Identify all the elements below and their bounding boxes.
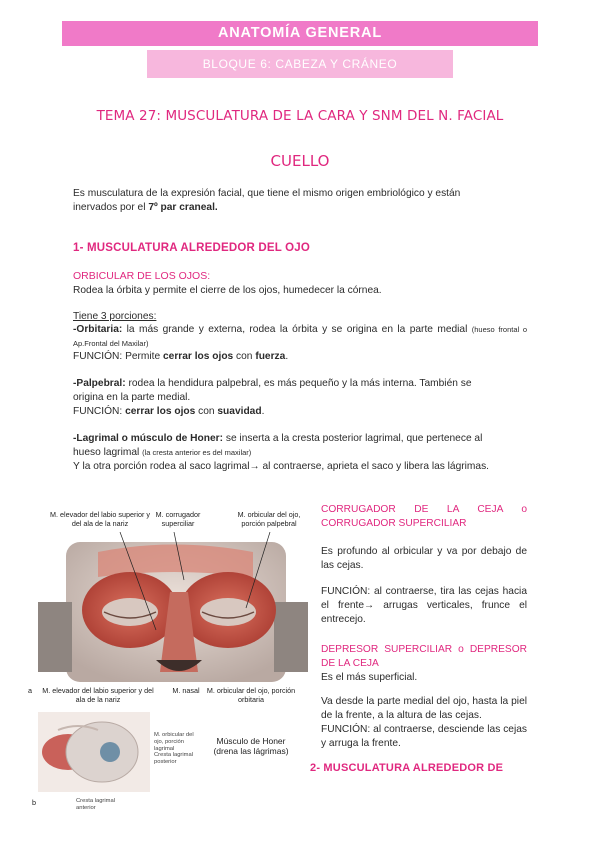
corrugador-desc: Es profundo al orbicular y va por debajo de las cejas. [321,546,527,571]
topic-subtitle: CUELLO [270,152,330,170]
palpebral-paragraph: -Palpebral: rodea la hendidura palpebral, es más pequeño y la más interna. También se origina en la parte medial. FUNCIÓN: cerrar los ojos con suavidad. [73,378,472,417]
fig-label-top-mid: M. corrugador superciliar [155,510,201,528]
orbitaria-paragraph: -Orbitaria: la más grande y externa, rodea la órbita y se origina en la parte medial (hueso frontal o Ap.Frontal del Maxilar) [73,324,527,348]
portions-intro: Tiene 3 porciones: [73,311,157,322]
fig-small-label-2: Cresta lagrimal posterior [154,752,193,765]
intro-line-2: inervados por el 7º par craneal. [73,202,218,213]
right-ear-shadow [274,602,308,672]
fig-small-label-3: Cresta lagrimal anterior [76,798,115,811]
fig-label-top-left: M. elevador del labio superior y del ala de la nariz [50,510,150,528]
corrugador-heading: CORRUGADOR DE LA CEJA o CORRUGADOR SUPERCILIAR [321,504,527,529]
fig-small-label-1: M. orbicular del ojo, porción lagrimal [154,732,194,752]
fig-panel-a: a [28,686,32,695]
section-1-heading: 1- MUSCULATURA ALREDEDOR DEL OJO [73,242,311,254]
orbicular-heading: ORBICULAR DE LOS OJOS: [73,270,211,282]
right-column [321,503,527,751]
fig-label-bottom-left: M. elevador del labio superior y del ala de la nariz [42,686,154,704]
fig-panel-b: b [32,798,36,807]
orbicular-desc: Rodea la órbita y permite el cierre de los ojos, humedecer la córnea. [73,285,382,296]
course-banner: ANATOMÍA GENERAL [62,21,538,46]
topic-title: TEMA 27: MUSCULATURA DE LA CARA Y SNM DEL N. FACIAL [96,108,504,124]
lagrimal-paragraph: -Lagrimal o músculo de Honer: se inserta a la cresta posterior lagrimal, que pertenece al hueso lagrimal (la cresta anterior es del maxilar) Y la otra porción rodea al saco lagrimal→ al contraerse, aprieta el saco y libera las lágrimas. [73,433,490,472]
depresor-location: Va desde la parte medial del ojo, hasta la piel de la frente, a la altura de las cejas. [321,696,527,721]
orbitaria-note: (hueso frontal o Ap.Frontal del Maxilar) [73,325,527,348]
face-muscles-illustration [38,532,308,682]
fig-label-bottom-mid: M. nasal [172,686,200,695]
corrugador-function: FUNCIÓN: al contraerse, tira las cejas hacia el frente→ arrugas verticales, frunce el entrecejo. [321,586,527,625]
intro-line-1: Es musculatura de la expresión facial, que tiene el mismo origen embriológico y están [73,188,461,199]
orbitaria-name: -Orbitaria: [73,324,123,335]
section-2-heading: 2- MUSCULATURA ALREDEDOR DE [310,762,504,774]
honer-label: Músculo de Honer (drena las lágrimas) [213,736,289,756]
left-ear-shadow [38,602,72,672]
iris [100,742,120,762]
depresor-function: FUNCIÓN: al contraerse, desciende las cejas y arruga la frente. [321,724,527,749]
intro-paragraph [73,187,533,215]
fig-label-bottom-right: M. orbicular del ojo, porción orbitaria [206,686,296,704]
anatomy-figure [28,496,308,816]
depresor-desc: Es el más superficial. [321,672,418,683]
fig-label-top-right: M. orbicular del ojo, porción palpebral [237,510,301,528]
depresor-heading: DEPRESOR SUPERCILIAR o DEPRESOR DE LA CEJA [321,644,527,669]
eye-detail-illustration [38,712,150,792]
block-banner: BLOQUE 6: CABEZA Y CRÁNEO [147,50,453,78]
orbitaria-function: FUNCIÓN: Permite cerrar los ojos con fuerza. [73,351,289,362]
